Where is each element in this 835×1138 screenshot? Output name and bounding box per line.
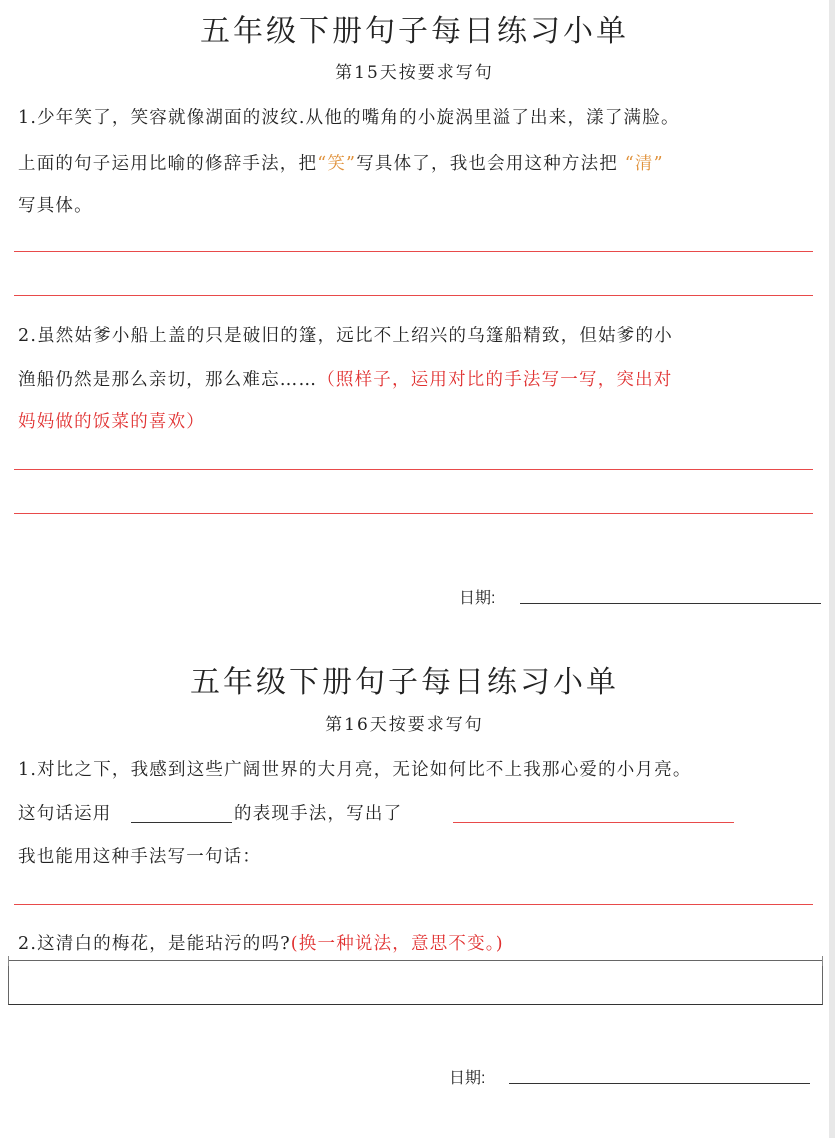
fill-blank-effect[interactable] [453,822,734,823]
q1-sentence: 1.少年笑了，笑容就像湖面的波纹.从他的嘴角的小旋涡里溢了出来，漾了满脸。 [18,108,680,128]
worksheet-subtitle: 第16天按要求写句 [325,715,484,735]
fill-blank-technique[interactable] [131,822,232,823]
q2-sentence-text: 渔船仍然是那么亲切，那么难忘…… [18,370,318,390]
highlight-word-qing: “清” [624,154,664,174]
q1-instruction-text-2: 写具体了，我也会用这种方法把 [356,154,625,174]
date-field[interactable] [509,1083,810,1084]
answer-line[interactable] [14,513,813,514]
box-corner-mark [822,956,823,966]
page-edge-bar [829,0,835,1138]
q2-sentence [18,930,504,955]
q1-sentence: 1.对比之下，我感到这些广阔世界的大月亮，无论如何比不上我那心爱的小月亮。 [18,760,692,780]
q2-instruction: （照样子，运用对比的手法写一写，突出对 [317,370,673,390]
highlight-word-xiao: “笑” [317,154,357,174]
q1-fill-text: 这句话运用 [18,804,112,824]
box-corner-mark [8,956,9,966]
q2-instruction-end: 妈妈做的饭菜的喜欢） [18,412,205,432]
answer-line[interactable] [14,904,813,905]
answer-line[interactable] [14,469,813,470]
q1-fill-text-2: 的表现手法，写出了 [234,804,403,824]
answer-line[interactable] [14,295,813,296]
date-field[interactable] [520,603,821,604]
answer-box[interactable] [8,960,823,1005]
worksheet-title: 五年级下册句子每日练习小单 [190,665,619,700]
q1-instruction [18,150,664,175]
q1-instruction-end: 写具体。 [18,196,93,216]
date-label: 日期: [459,590,496,607]
q1-prompt: 我也能用这种手法写一句话： [18,847,262,867]
q1-instruction-text: 上面的句子运用比喻的修辞手法，把 [18,154,318,174]
q2-sentence: 2.虽然姑爹小船上盖的只是破旧的篷，远比不上绍兴的乌篷船精致，但姑爹的小 [18,326,673,346]
q2-sentence-cont [18,366,673,391]
answer-line[interactable] [14,251,813,252]
q2-instruction: (换一种说法，意思不变。) [290,934,504,954]
date-label: 日期: [449,1070,486,1087]
worksheet-title: 五年级下册句子每日练习小单 [200,14,629,49]
q2-sentence-text: 2.这清白的梅花，是能玷污的吗? [18,934,291,954]
worksheet-subtitle: 第15天按要求写句 [335,63,494,83]
